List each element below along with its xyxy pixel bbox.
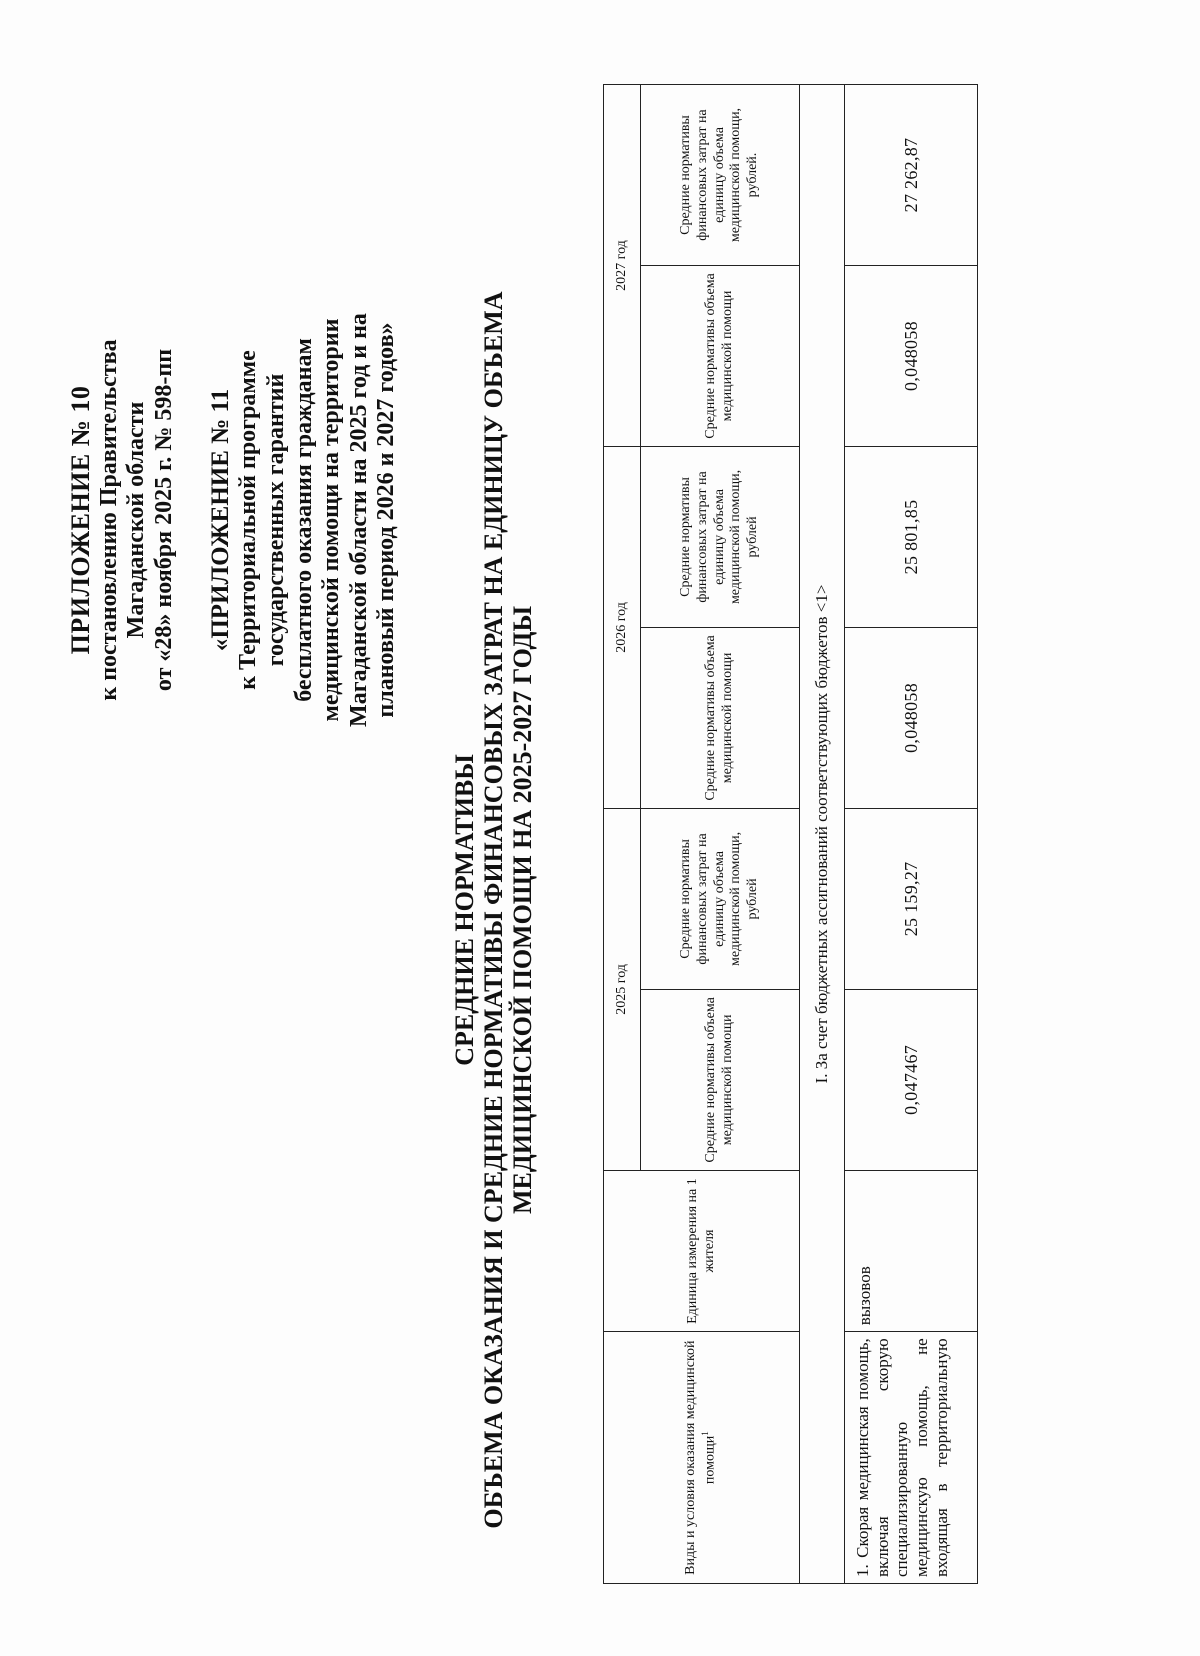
header-cost-2027: Средние нормативы финансовых затрат на единицу объема медицинской помощи, рублей. bbox=[641, 85, 800, 266]
table-row bbox=[845, 85, 978, 1584]
header-volume-2025: Средние нормативы объема медицинской помощи bbox=[641, 989, 800, 1170]
document-page bbox=[38, 50, 1168, 1630]
heading-line-2: ОБЪЕМА ОКАЗАНИЯ И СРЕДНИЕ НОРМАТИВЫ ФИНАНСОВЫХ ЗАТРАТ НА ЕДИНИЦУ ОБЪЕМА bbox=[479, 291, 509, 1529]
row-cost-2027: 27 262,87 bbox=[845, 85, 978, 266]
header-year-2025: 2025 год bbox=[604, 808, 641, 1170]
appendix-block bbox=[66, 50, 401, 990]
appendix-line: Магаданской области bbox=[123, 401, 150, 639]
row-cost-2025: 25 159,27 bbox=[845, 808, 978, 989]
row-volume-2025: 0,047467 bbox=[845, 989, 978, 1170]
appendix-line: к Территориальной программе bbox=[235, 350, 262, 690]
appendix-line: государственных гарантий bbox=[263, 373, 290, 667]
row-unit: вызовов bbox=[845, 1170, 978, 1331]
appendix-date-line: от «28» ноября 2025 г. № 598-пп bbox=[151, 348, 178, 692]
row-volume-2027: 0,048058 bbox=[845, 266, 978, 447]
header-cost-2025: Средние нормативы финансовых затрат на единицу объема медицинской помощи, рублей bbox=[641, 808, 800, 989]
appendix-title: ПРИЛОЖЕНИЕ № 10 bbox=[66, 385, 95, 655]
appendix-line: к постановлению Правительства bbox=[95, 339, 122, 701]
header-unit: Единица измерения на 1 жителя bbox=[604, 1170, 800, 1331]
row-volume-2026: 0,048058 bbox=[845, 627, 978, 808]
heading-line-1: СРЕДНИЕ НОРМАТИВЫ bbox=[450, 754, 479, 1066]
section-heading: I. За счет бюджетных ассигнований соответствующих бюджетов <1> bbox=[800, 85, 845, 1584]
header-kind: Виды и условия оказания медицинской помощи$^1$ bbox=[604, 1332, 800, 1584]
row-cost-2026: 25 801,85 bbox=[845, 446, 978, 627]
header-volume-2027: Средние нормативы объема медицинской помощи bbox=[641, 266, 800, 447]
norms-table bbox=[603, 84, 978, 1584]
appendix-line: плановый период 2026 и 2027 годов» bbox=[373, 322, 400, 718]
header-year-2027: 2027 год bbox=[604, 85, 641, 447]
heading-line-3: МЕДИЦИНСКОЙ ПОМОЩИ НА 2025-2027 ГОДЫ bbox=[508, 606, 538, 1214]
row-kind: 1. Скорая медицинская помощь, включая скорую специализированную медицинскую помощь, не входящая в территориальную bbox=[845, 1332, 978, 1584]
header-year-2026: 2026 год bbox=[604, 446, 641, 808]
document-heading bbox=[450, 270, 537, 1550]
appendix-line: бесплатного оказания гражданам bbox=[290, 338, 317, 702]
appendix-line: медицинской помощи на территории bbox=[318, 318, 345, 722]
appendix-title-2: «ПРИЛОЖЕНИЕ № 11 bbox=[206, 388, 234, 652]
header-volume-2026: Средние нормативы объема медицинской помощи bbox=[641, 627, 800, 808]
appendix-line: Магаданской области на 2025 год и на bbox=[345, 313, 372, 727]
header-cost-2026: Средние нормативы финансовых затрат на единицу объема медицинской помощи, рублей bbox=[641, 446, 800, 627]
